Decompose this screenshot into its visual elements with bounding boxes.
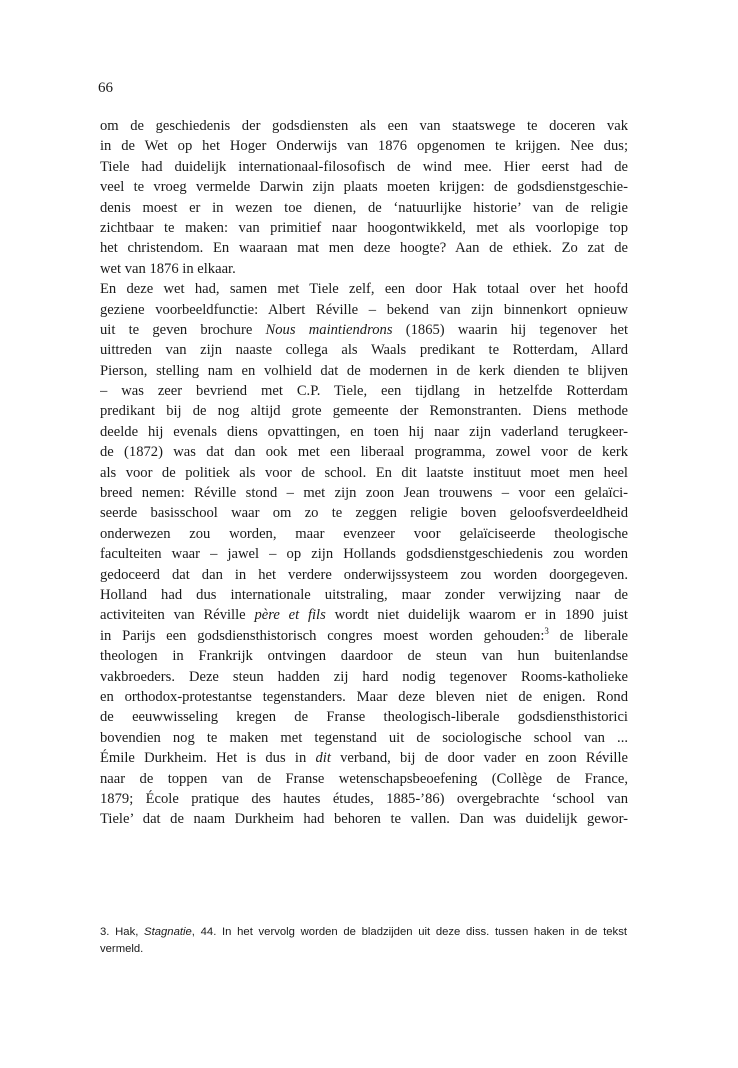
body-line [100, 626, 628, 646]
text-run: uittreden van zijn naaste collega als Waals predikant te Rotterdam, Allard [100, 342, 628, 359]
body-line [100, 565, 628, 585]
footnote-author: Hak, [115, 926, 145, 938]
text-run: de (1872) was dat dan ook met een liberaal programma, zowel voor de kerk [100, 444, 628, 461]
body-line [100, 544, 628, 564]
italic-title: Nous maintiendrons [265, 321, 393, 338]
text-run: denis moest er in wezen toe dienen, de ‘natuurlijke historie’ van de religie [100, 199, 628, 216]
body-line [100, 422, 628, 442]
text-run: breed nemen: Réville stond – met zijn zoon Jean trouwens – voor een gelaïci- [100, 485, 628, 502]
text-run: zichtbaar te maken: van primitief naar hoogontwikkeld, met als voorlopige top [100, 219, 628, 236]
text-run: veel te vroeg vermelde Darwin zijn plaats moeten krijgen: de godsdienstgeschie- [100, 179, 628, 196]
text-run: bovendien nog te maken met tegenstand uit de sociologische school van ... [100, 729, 628, 746]
body-text [100, 116, 628, 830]
text-run: activiteiten van Réville [100, 607, 255, 624]
text-run: deelde hij evenals diens opvattingen, en toen hij naar zijn vaderland terugkeer- [100, 423, 628, 440]
text-run: Tiele had duidelijk internationaal-filosofisch de wind mee. Hier eerst had de [100, 158, 628, 175]
body-line [100, 218, 628, 238]
body-line [100, 524, 628, 544]
body-line [100, 503, 628, 523]
text-run: uit te geven brochure [100, 321, 266, 338]
text-run: En deze wet had, samen met Tiele zelf, een door Hak totaal over het hoofd [100, 281, 628, 298]
body-line [100, 728, 628, 748]
body-line [100, 381, 628, 401]
body-line [100, 340, 628, 360]
text-run: Émile Durkheim. Het is dus in [100, 750, 316, 767]
body-line [100, 198, 628, 218]
body-line [100, 279, 628, 299]
body-line [100, 463, 628, 483]
body-line [100, 687, 628, 707]
footnote-text: , 44. In het vervolg worden de bladzijden uit deze diss. tussen haken in de tekst [191, 926, 627, 938]
body-line [100, 748, 628, 768]
body-line [100, 361, 628, 381]
text-run: vakbroeders. Deze steun hadden zij hard nodig tegenover Rooms-katholieke [100, 668, 628, 685]
body-line [100, 320, 628, 340]
text-run: het christendom. En waaraan mat men deze hoogte? Aan de ethiek. Zo zat de [100, 240, 628, 257]
text-run: faculteiten waar – jawel – op zijn Hollands godsdienstgeschiedenis zou worden [100, 546, 628, 563]
text-run: in de Wet op het Hoger Onderwijs van 1876 opgenomen te krijgen. Nee dus; [100, 138, 628, 155]
body-line [100, 789, 628, 809]
body-line [100, 442, 628, 462]
body-line [100, 177, 628, 197]
footnote-reference: 3 [544, 625, 549, 636]
text-run: 1879; École pratique des hautes études, 1885-’86) overgebrachte ‘school van [100, 790, 628, 807]
body-line [100, 157, 628, 177]
body-line [100, 300, 628, 320]
text-run: wet van 1876 in elkaar. [100, 260, 236, 277]
footnote-line [100, 924, 627, 941]
italic-word: dit [315, 750, 331, 767]
text-run: seerde basisschool waar om zo te zeggen religie boven geloofsverdeeldheid [100, 505, 628, 522]
body-line [100, 585, 628, 605]
text-run: in Parijs een godsdiensthistorisch congres moest worden gehouden: [100, 627, 545, 644]
text-run: de liberale [548, 627, 628, 644]
text-run: om de geschiedenis der godsdiensten als een van staatswege te doceren vak [100, 118, 628, 134]
body-line [100, 646, 628, 666]
text-run: gedoceerd dat dan in het verdere onderwijssysteem zou worden doorgegeven. [100, 566, 628, 583]
footnote-number: 3. [100, 926, 110, 938]
text-run: en orthodox-protestantse tegenstanders. Maar deze bleven niet de enigen. Rond [100, 688, 628, 705]
body-line [100, 238, 628, 258]
text-run: Pierson, stelling nam en volhield dat de modernen in de kerk dienden te blijven [100, 362, 628, 379]
text-run: de eeuwwisseling kregen de Franse theologisch-liberale godsdiensthistorici [100, 709, 628, 726]
footnote-line [100, 941, 627, 958]
page-number: 66 [98, 80, 113, 96]
text-run: verband, bij de door vader en zoon Réville [330, 750, 628, 767]
body-line [100, 707, 628, 727]
italic-phrase: père et fils [254, 607, 326, 624]
body-line [100, 605, 628, 625]
text-run: – was zeer bevriend met C.P. Tiele, een tijdlang in hetzelfde Rotterdam [100, 383, 628, 400]
body-line [100, 809, 628, 829]
body-line [100, 136, 628, 156]
body-line-paragraph-end [100, 259, 628, 279]
text-run: onderwezen zou worden, maar evenzeer voor gelaïciseerde theologische [100, 525, 628, 542]
text-run: Holland had dus internationale uitstraling, maar zonder verwijzing naar de [100, 586, 628, 603]
footnote [100, 924, 627, 958]
text-run: wordt niet duidelijk waarom er in 1890 juist [325, 607, 628, 624]
text-run: theologen in Frankrijk ontvingen daardoor de steun van hun buitenlandse [100, 648, 628, 665]
text-run: naar de toppen van de Franse wetenschapsbeoefening (Collège de France, [100, 770, 628, 787]
body-line [100, 667, 628, 687]
text-run: (1865) waarin hij tegenover het [392, 321, 628, 338]
text-run: als voor de politiek als voor de school. En dit laatste instituut moet men heel [100, 464, 628, 481]
body-line [100, 483, 628, 503]
footnote-title: Stagnatie [144, 926, 192, 938]
body-line [100, 401, 628, 421]
body-line [100, 116, 628, 136]
text-run: Tiele’ dat de naam Durkheim had behoren te vallen. Dan was duidelijk gewor- [100, 811, 628, 828]
footnote-text: vermeld. [100, 943, 144, 955]
text-run: predikant bij de nog altijd grote gemeente der Remonstranten. Diens methode [100, 403, 628, 420]
text-run: geziene voorbeeldfunctie: Albert Réville – bekend van zijn binnenkort opnieuw [100, 301, 628, 318]
body-line [100, 769, 628, 789]
